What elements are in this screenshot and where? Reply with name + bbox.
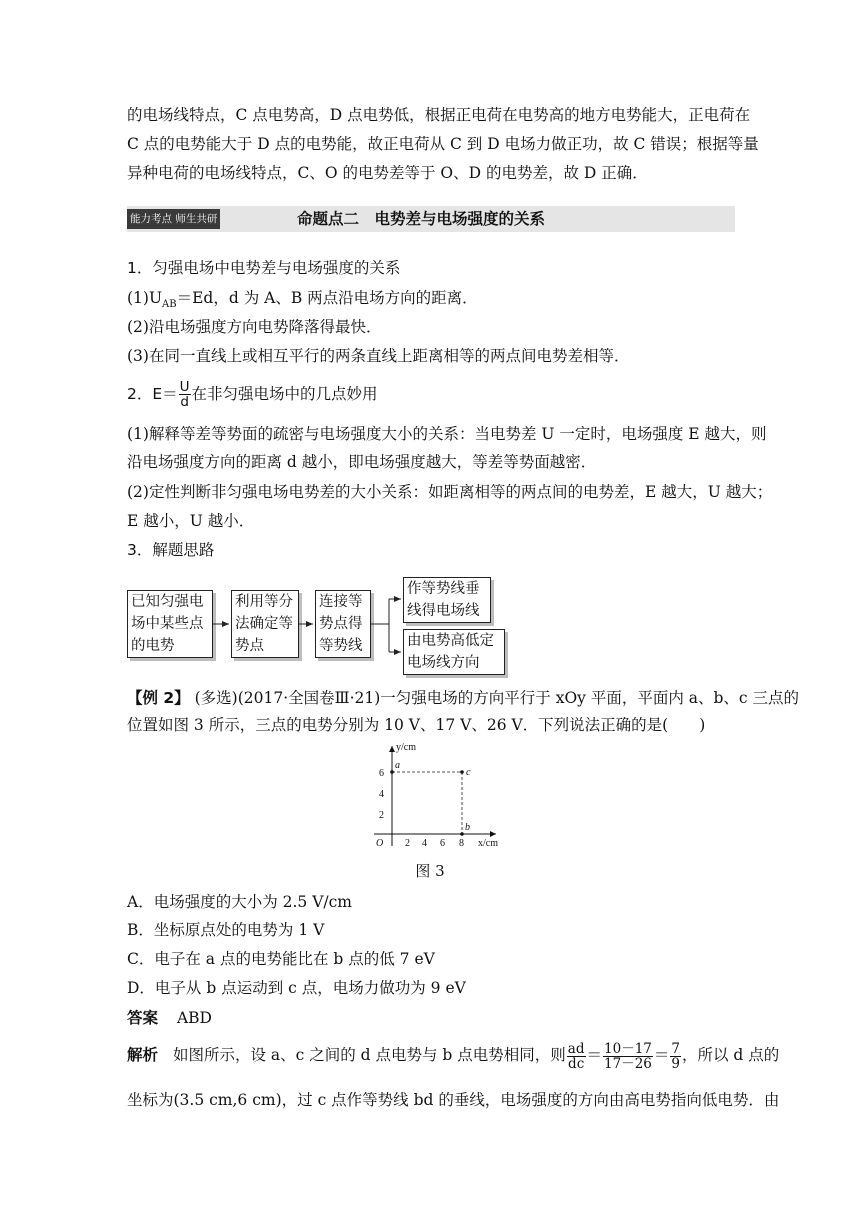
analysis-line-1 bbox=[127, 1038, 780, 1072]
example-line-2: 位置如图 3 所示，三点的电势分别为 10 V、17 V、26 V．下列说法正确的是( ) bbox=[127, 716, 706, 734]
answer-label: 答案 bbox=[127, 1009, 159, 1027]
answer-value: ABD bbox=[176, 1009, 212, 1027]
flow-box-3-line-1: 连接等 bbox=[319, 594, 363, 610]
intro-line-2: C 点的电势能大于 D 点的电势能，故正电荷从 C 到 D 电场力做正功，故 C 错误；根据等量 bbox=[127, 135, 759, 153]
example-text-1: (多选)(2017·全国卷Ⅲ·21)一匀强电场的方向平行于 xOy 平面，平面内 a、b、c 三点的 bbox=[194, 689, 800, 707]
y-tick-4: 4 bbox=[379, 789, 384, 800]
point-a-marker bbox=[390, 770, 394, 774]
point1-item-2: (2)沿电场强度方向电势降落得最快． bbox=[127, 318, 382, 336]
option-a: A．电场强度的大小为 2.5 V/cm bbox=[127, 893, 352, 911]
y-tick-2: 2 bbox=[379, 810, 384, 821]
fraction-ad-dc bbox=[567, 1042, 586, 1071]
point2-line-3: (2)定性判断非匀强电场电势差的大小关系：如距离相等的两点间的电势差，E 越大，U 越大； bbox=[127, 483, 773, 501]
point-a-label: a bbox=[395, 760, 400, 771]
fraction-numerator: U bbox=[179, 379, 190, 395]
point2-line-4: E 越小，U 越小． bbox=[127, 512, 255, 530]
flow-box-3-line-3: 等势线 bbox=[319, 638, 363, 654]
intro-line-3: 异种电荷的电场线特点，C、O 的电势差等于 O、D 的电势差，故 D 正确． bbox=[127, 164, 648, 182]
example-label: 【例 2】 bbox=[127, 689, 190, 707]
point1-heading: 1．匀强电场中电势差与电场强度的关系 bbox=[127, 259, 401, 277]
y-tick-6: 6 bbox=[379, 768, 384, 779]
point2-line-2: 沿电场强度方向的距离 d 越小，即电场强度越大，等差等势面越密． bbox=[127, 453, 597, 471]
flow-box-4-line-1: 作等势线垂 bbox=[407, 581, 480, 597]
y-axis-label: y/cm bbox=[396, 742, 416, 753]
flow-box-1-line-1: 已知匀强电 bbox=[131, 594, 204, 610]
section-title: 命题点二 电势差与电场强度的关系 bbox=[297, 210, 546, 228]
point-b-marker bbox=[460, 832, 464, 836]
fraction-potentials-den: 17－26 bbox=[604, 1055, 652, 1072]
fraction-7: 7 bbox=[671, 1040, 680, 1057]
fraction-potentials-num: 10－17 bbox=[604, 1040, 652, 1057]
point2-line-1: (1)解释等差等势面的疏密与电场强度大小的关系：当电势差 U 一定时，电场强度 E 越大，则 bbox=[127, 425, 767, 443]
figure-caption: 图 3 bbox=[415, 862, 445, 880]
flow-box-2-line-3: 势点 bbox=[235, 638, 264, 654]
point3-heading: 3．解题思路 bbox=[127, 541, 215, 559]
answer-line bbox=[127, 1008, 737, 1028]
point-c-label: c bbox=[466, 767, 471, 778]
x-tick-8: 8 bbox=[459, 838, 464, 849]
equals-sign-2: ＝ bbox=[653, 1046, 670, 1064]
flow-arrows bbox=[127, 577, 507, 677]
x-axis-label: x/cm bbox=[478, 838, 498, 849]
analysis-line-2: 坐标为(3.5 cm,6 cm)，过 c 点作等势线 bd 的垂线，电场强度的方向由高电势指向低电势．由 bbox=[127, 1091, 780, 1109]
analysis-label: 解析 bbox=[127, 1046, 159, 1064]
point-c-marker bbox=[460, 770, 464, 774]
flow-box-5-line-1: 由电势高低定 bbox=[407, 633, 494, 649]
x-tick-2: 2 bbox=[405, 838, 410, 849]
fraction-denominator: d bbox=[180, 394, 189, 410]
x-tick-4: 4 bbox=[422, 838, 427, 849]
option-d: D．电子从 b 点运动到 c 点，电场力做功为 9 eV bbox=[127, 979, 466, 997]
origin-label: O bbox=[376, 838, 384, 849]
analysis-text-1: 如图所示，设 a、c 之间的 d 点电势与 b 点电势相同，则 bbox=[172, 1046, 566, 1064]
flowchart bbox=[127, 577, 507, 677]
section-header bbox=[127, 206, 735, 232]
point2-fraction bbox=[179, 380, 191, 409]
flow-box-5-line-2: 电场线方向 bbox=[407, 655, 480, 671]
point2-heading-pre: 2．E＝ bbox=[127, 385, 178, 403]
flow-box-4-line-2: 线得电场线 bbox=[407, 603, 480, 619]
flow-box-2-line-2: 法确定等 bbox=[235, 616, 293, 632]
flow-box-1-line-2: 场中某些点 bbox=[131, 616, 204, 632]
equals-sign-1: ＝ bbox=[586, 1046, 603, 1064]
option-b: B．坐标原点处的电势为 1 V bbox=[127, 921, 325, 939]
x-tick-6: 6 bbox=[440, 838, 445, 849]
figure-3-graph bbox=[360, 738, 510, 850]
example-line-1 bbox=[127, 688, 800, 708]
option-c: C．电子在 a 点的电势能比在 b 点的低 7 eV bbox=[127, 950, 435, 968]
flow-box-2-line-1: 利用等分 bbox=[235, 594, 293, 610]
point-b-label: b bbox=[465, 822, 470, 833]
point1-item-1-sub: AB bbox=[162, 299, 177, 311]
fraction-ad: ad bbox=[567, 1040, 585, 1057]
point2-heading bbox=[127, 380, 737, 409]
flow-box-1-line-3: 的电势 bbox=[131, 638, 175, 654]
point1-item-3: (3)在同一直线上或相互平行的两条直线上距离相等的两点间电势差相等． bbox=[127, 347, 630, 365]
fraction-9: 9 bbox=[671, 1055, 680, 1072]
fraction-dc: dc bbox=[568, 1055, 585, 1072]
intro-line-1: 的电场线特点，C 点电势高，D 点电势低，根据正电荷在电势高的地方电势能大，正电荷在 bbox=[127, 106, 751, 124]
point1-item-1-b: ＝Ed，d 为 A、B 两点沿电场方向的距离． bbox=[176, 289, 478, 307]
fraction-potentials bbox=[603, 1042, 653, 1071]
section-tag: 能力考点 师生共研 bbox=[127, 209, 220, 229]
analysis-text-1-post: ，所以 d 点的 bbox=[681, 1046, 780, 1064]
point2-heading-post: 在非匀强电场中的几点妙用 bbox=[191, 385, 378, 403]
flow-box-3-line-2: 势点得 bbox=[319, 616, 363, 632]
point1-item-1-a: (1)U bbox=[127, 289, 163, 307]
point1-item-1 bbox=[127, 288, 737, 315]
fraction-7-9 bbox=[670, 1042, 681, 1071]
